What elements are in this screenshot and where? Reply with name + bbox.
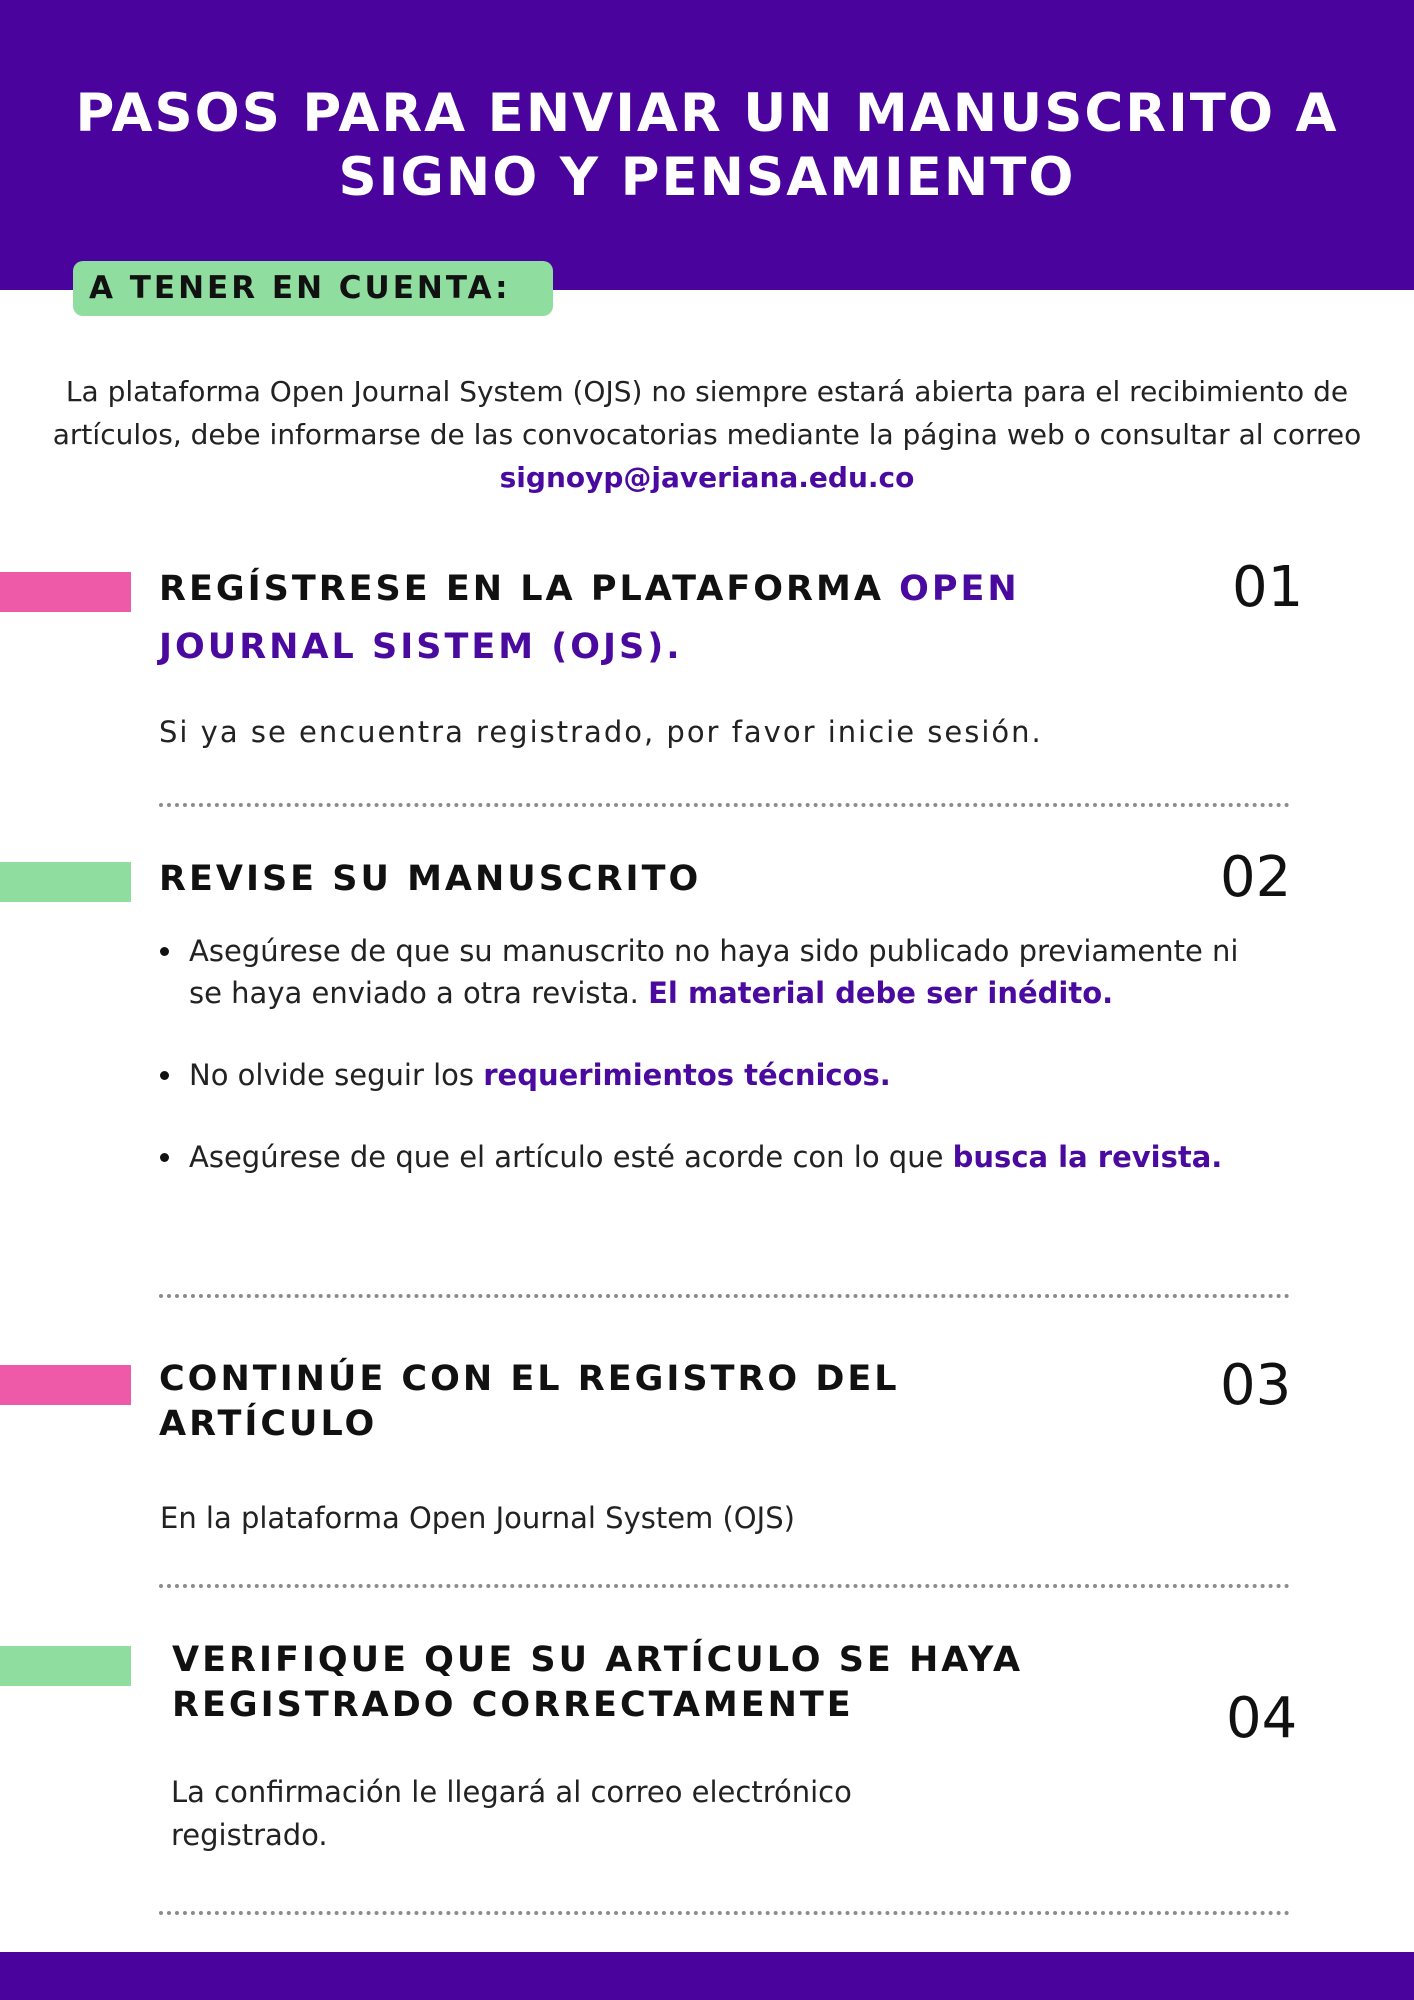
step-4-accent-bar [0, 1646, 131, 1686]
page-title: PASOS PARA ENVIAR UN MANUSCRITO A SIGNO Y PENSAMIENTO [75, 83, 1339, 208]
step-2-bullet-list [189, 930, 1249, 1218]
divider-3 [159, 1584, 1290, 1588]
divider-1 [159, 803, 1290, 807]
step-3-title: CONTINÚE CON EL REGISTRO DEL ARTÍCULO [159, 1359, 900, 1444]
intro-paragraph [52, 370, 1362, 499]
step-3-accent-bar [0, 1365, 131, 1405]
note-badge: A TENER EN CUENTA: [73, 261, 553, 316]
step-4-title: VERIFIQUE QUE SU ARTÍCULO SE HAYA REGISTRADO CORRECTAMENTE [172, 1640, 1024, 1725]
step-2-title: REVISE SU MANUSCRITO [159, 859, 702, 899]
step-1-number: 01 [1232, 555, 1304, 620]
bullet-1-text: Asegúrese de que su manuscrito no haya sido publicado previamente ni se haya enviado a otra revista. [189, 934, 1239, 1010]
footer-band [0, 1952, 1414, 2000]
step-2-number: 02 [1220, 845, 1292, 910]
step-3-number: 03 [1220, 1353, 1292, 1418]
step-1-text: Si ya se encuentra registrado, por favor inicie sesión. [159, 715, 1043, 749]
list-item [189, 1054, 1249, 1096]
step-1-title [159, 560, 1059, 676]
divider-4 [159, 1911, 1290, 1915]
step-1-title-accent: OPEN JOURNAL SISTEM (OJS). [159, 569, 1020, 667]
divider-2 [159, 1294, 1290, 1298]
list-item [189, 1136, 1249, 1178]
step-4-text: La confirmación le llegará al correo electrónico registrado. [171, 1775, 852, 1852]
intro-text: La plataforma Open Journal System (OJS) no siempre estará abierta para el recibimiento de artículos, debe informarse de las convocatorias mediante la página web o consultar al correo [52, 375, 1362, 451]
contact-email-link[interactable]: signoyp@javeriana.edu.co [499, 461, 915, 494]
bullet-1-strong: El material debe ser inédito. [648, 976, 1114, 1010]
step-1-title-text: REGÍSTRESE EN LA PLATAFORMA [159, 569, 884, 609]
step-1-accent-bar [0, 572, 131, 612]
list-item [189, 930, 1249, 1014]
bullet-3-strong: busca la revista. [952, 1140, 1223, 1174]
step-3-text: En la plataforma Open Journal System (OJS) [160, 1501, 795, 1535]
bullet-3-text: Asegúrese de que el artículo esté acorde con lo que [189, 1140, 944, 1174]
step-4-number: 04 [1226, 1686, 1298, 1751]
technical-requirements-link[interactable]: requerimientos técnicos. [483, 1058, 891, 1092]
header-banner [0, 0, 1414, 290]
bullet-2-text: No olvide seguir los [189, 1058, 474, 1092]
step-2-accent-bar [0, 862, 131, 902]
